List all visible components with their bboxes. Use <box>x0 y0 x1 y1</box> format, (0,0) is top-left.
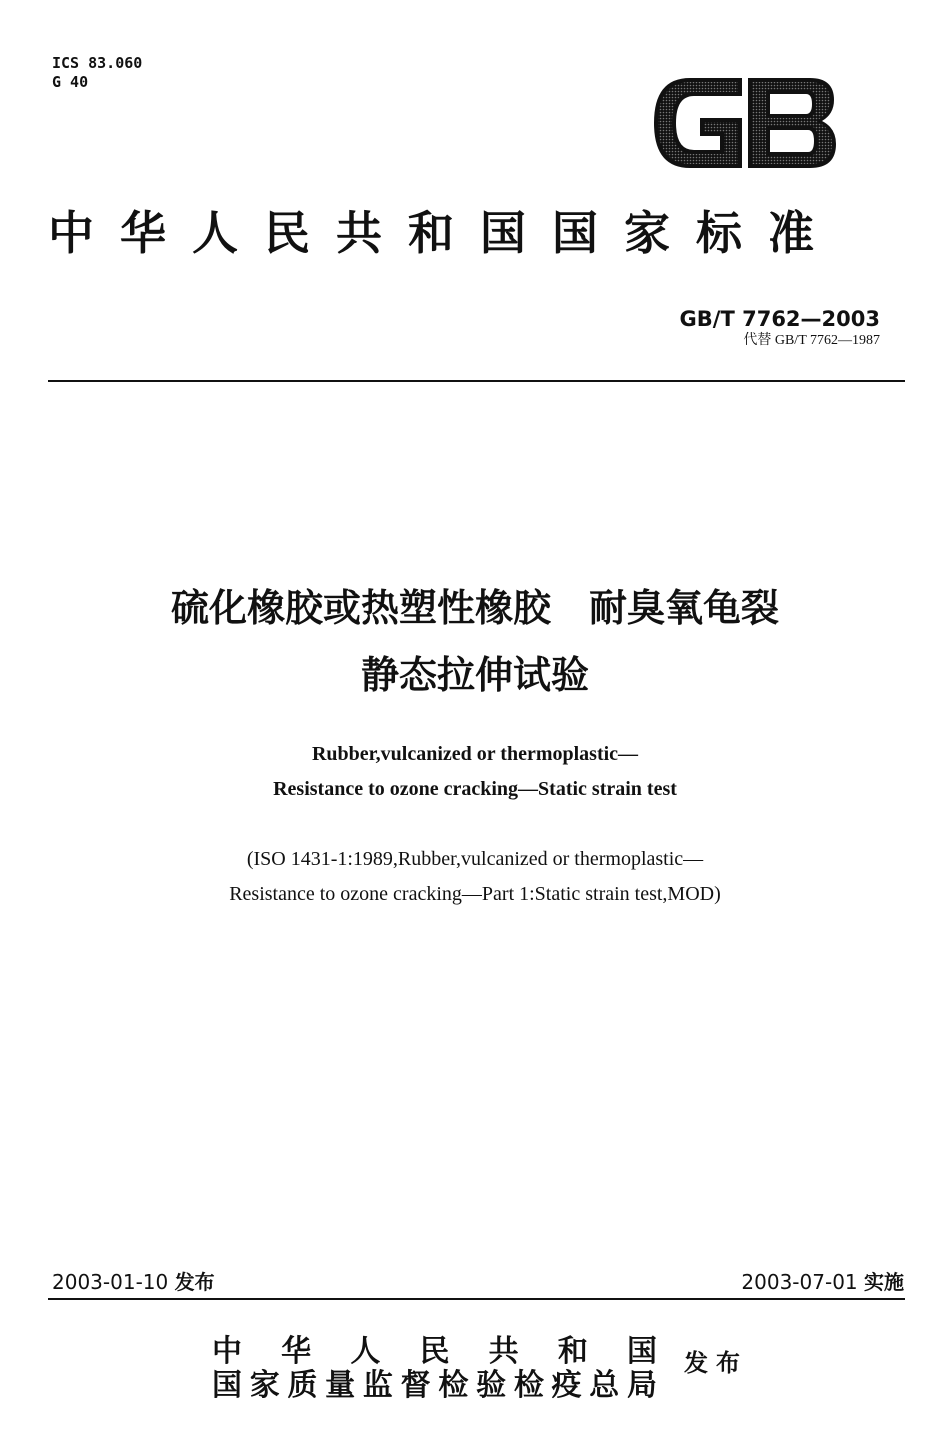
implement-date: 2003-07-01 <box>741 1270 858 1294</box>
standard-code: GB/T 7762—2003 <box>679 307 880 331</box>
ccs-code: G 40 <box>52 73 89 91</box>
iso-reference-line1: (ISO 1431-1:1989,Rubber,vulcanized or thermoplastic— <box>246 848 704 870</box>
gb-logo-icon <box>650 72 840 174</box>
national-standard-title: 中华人民共和国国家标准 <box>48 208 840 259</box>
title-cn-line2: 静态拉伸试验 <box>360 653 589 697</box>
replaces-standard: 代替 GB/T 7762—1987 <box>743 333 880 348</box>
classification-codes <box>52 54 142 92</box>
implement-date-block <box>741 1268 904 1296</box>
title-en-line1: Rubber,vulcanized or thermoplastic— <box>311 743 639 765</box>
issuer-line1: 中华人民共和国 <box>212 1335 657 1368</box>
implement-label: 实施 <box>864 1270 904 1294</box>
top-divider <box>48 380 905 382</box>
issuer-line2: 国家质量监督检验检疫总局 <box>212 1369 657 1402</box>
standard-number-block <box>680 306 880 350</box>
issue-date-block <box>52 1268 215 1296</box>
bottom-divider <box>48 1298 905 1300</box>
publish-label: 发布 <box>684 1351 748 1377</box>
iso-reference-line2: Resistance to ozone cracking—Part 1:Static strain test,MOD) <box>229 883 721 905</box>
gb-logo-graphic <box>650 72 840 174</box>
ics-code: ICS 83.060 <box>52 54 143 72</box>
title-cn-line1: 硫化橡胶或热塑性橡胶 耐臭氧龟裂 <box>170 586 779 630</box>
issue-date: 2003-01-10 <box>52 1270 169 1294</box>
title-en-line2: Resistance to ozone cracking—Static strain test <box>273 778 677 800</box>
issue-label: 发布 <box>174 1270 215 1294</box>
